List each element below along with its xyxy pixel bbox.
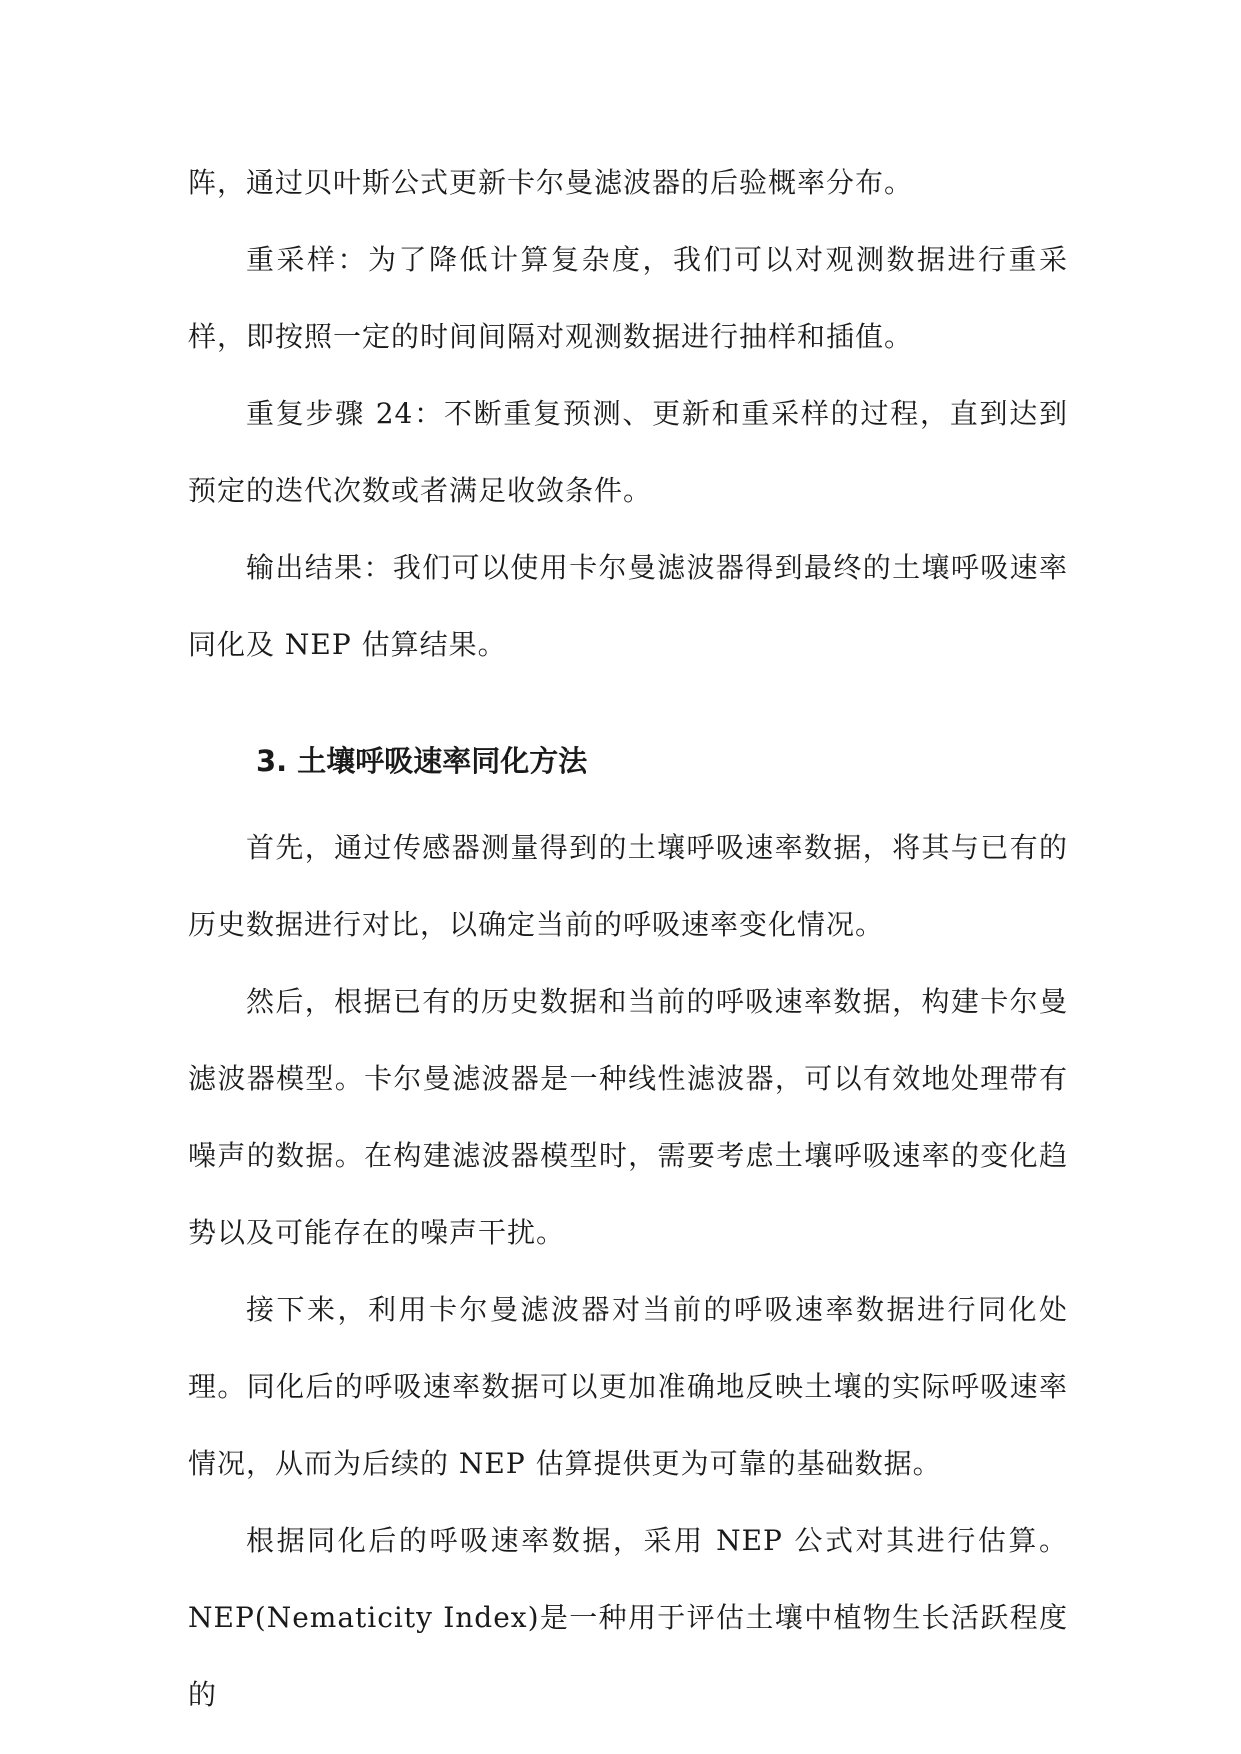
paragraph-output-result: 输出结果：我们可以使用卡尔曼滤波器得到最终的土壤呼吸速率同化及 NEP 估算结果。 [188, 551, 1068, 661]
paragraph-resampling: 重采样：为了降低计算复杂度，我们可以对观测数据进行重采样，即按照一定的时间间隔对观测数据进行抽样和插值。 [188, 243, 1068, 353]
paragraph-assimilation: 接下来，利用卡尔曼滤波器对当前的呼吸速率数据进行同化处理。同化后的呼吸速率数据可以更加准确地反映土壤的实际呼吸速率情况，从而为后续的 NEP 估算提供更为可靠的基础数据。 [188, 1293, 1068, 1480]
document-body [188, 144, 1068, 1733]
section-heading: 3. 土壤呼吸速率同化方法 [256, 744, 588, 778]
paragraph-repeat-steps: 重复步骤 24：不断重复预测、更新和重采样的过程，直到达到预定的迭代次数或者满足收敛条件。 [188, 397, 1068, 507]
paragraph-build-model: 然后，根据已有的历史数据和当前的呼吸速率数据，构建卡尔曼滤波器模型。卡尔曼滤波器是一种线性滤波器，可以有效地处理带有噪声的数据。在构建滤波器模型时，需要考虑土壤呼吸速率的变化趋势以及可能存在的噪声干扰。 [188, 985, 1068, 1249]
paragraph-continuation: 阵，通过贝叶斯公式更新卡尔曼滤波器的后验概率分布。 [188, 166, 914, 199]
paragraph-nep-estimation: 根据同化后的呼吸速率数据，采用 NEP 公式对其进行估算。NEP(Nematicity Index)是一种用于评估土壤中植物生长活跃程度的 [188, 1524, 1068, 1711]
paragraph-first-step: 首先，通过传感器测量得到的土壤呼吸速率数据，将其与已有的历史数据进行对比，以确定当前的呼吸速率变化情况。 [188, 831, 1068, 941]
